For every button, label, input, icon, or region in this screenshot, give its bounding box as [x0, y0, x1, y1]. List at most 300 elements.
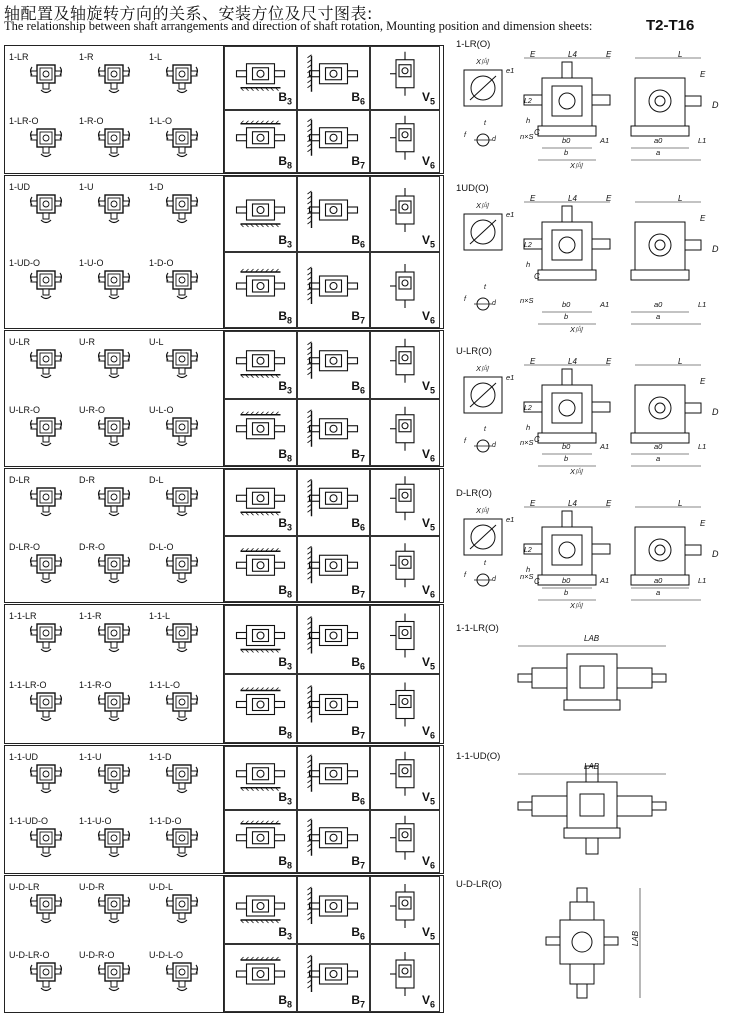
dimension-drawing [450, 40, 734, 176]
mounting-position-b3 [224, 746, 297, 810]
mounting-label [351, 447, 365, 463]
mounting-position-b3 [224, 331, 297, 399]
gearbox-rotation-icon [97, 617, 131, 660]
dimension-label: L [678, 357, 683, 366]
dimension-label: h [526, 423, 531, 432]
mounting-label [278, 925, 292, 941]
mounting-letter: B [278, 790, 287, 805]
dimension-sheet-1 [450, 36, 736, 176]
dimension-label: E [530, 194, 536, 203]
dimension-label: L2 [524, 547, 532, 554]
arrangement-label: 1-LR-O [9, 115, 39, 126]
dimension-sheet-3 [450, 343, 736, 482]
dimension-label: n×S [520, 572, 534, 581]
mounting-position-b8 [224, 110, 297, 174]
mounting-number: 8 [286, 730, 292, 740]
mounting-label [422, 583, 435, 599]
dimension-label: a [656, 588, 661, 597]
gearbox-rotation-icon [29, 481, 63, 524]
mounting-letter: B [278, 379, 287, 394]
mounting-letter: B [278, 153, 287, 168]
mounting-number: 3 [286, 931, 292, 941]
mounting-letter: B [278, 723, 287, 738]
dimension-label: f [464, 296, 466, 303]
mounting-letter: B [351, 723, 360, 738]
mounting-letter: V [421, 790, 430, 805]
mounting-position-v6 [370, 252, 440, 328]
gearbox-rotation-icon [29, 686, 63, 729]
mounting-letter: B [351, 516, 360, 531]
dimension-label: n×S [520, 296, 534, 305]
mounting-label [278, 233, 292, 249]
mounting-position-b3 [224, 876, 297, 944]
dimension-sheet-title: U-D-LR(O) [456, 879, 502, 890]
mounting-letter: B [278, 992, 287, 1007]
mounting-letter: B [278, 924, 287, 939]
dimension-label: a0 [654, 576, 663, 585]
mounting-number: 3 [286, 796, 292, 807]
mounting-position-v6 [370, 399, 440, 467]
mounting-number: 8 [286, 860, 292, 870]
mounting-number: 6 [429, 315, 435, 325]
arrangement-label: 1-R-O [79, 115, 104, 126]
arrangement-label: 1-L [149, 52, 163, 62]
dimension-label: D [712, 244, 719, 254]
shaft-arrangement-cell [5, 469, 224, 602]
dimension-label: t [484, 284, 486, 291]
mounting-number: 6 [359, 661, 365, 671]
dimension-label: E [700, 70, 706, 79]
mounting-position-v6 [370, 110, 440, 174]
x-direction-label: X向 [570, 325, 583, 334]
mounting-number: 7 [359, 453, 365, 463]
mounting-number: 3 [286, 522, 292, 533]
dimension-sheet-6 [450, 748, 736, 873]
arrangement-label: D-R [79, 475, 95, 485]
mounting-label [351, 379, 365, 395]
mounting-label [422, 724, 435, 740]
arrangement-label: U-D-L [149, 882, 173, 892]
mounting-position-v6 [370, 674, 440, 743]
gearbox-rotation-icon [97, 264, 131, 307]
lab-dimension-label: LAB [584, 634, 600, 643]
mounting-position-b8 [224, 536, 297, 603]
dimension-label: E [530, 499, 536, 508]
dimension-label: b0 [562, 442, 571, 451]
mounting-number: 6 [429, 589, 435, 599]
dimension-drawing [450, 880, 734, 1014]
series-code: T2-T16 [646, 17, 695, 34]
x-direction-label: X向 [476, 57, 489, 66]
dimension-label: b [564, 312, 569, 321]
gearbox-rotation-icon [97, 58, 131, 101]
mounting-label [422, 993, 435, 1009]
mounting-label [351, 993, 365, 1009]
arrangement-label: 1-1-U [79, 752, 102, 762]
mounting-position-b8 [224, 399, 297, 467]
dimension-label: f [464, 132, 466, 139]
mounting-number: 6 [359, 796, 365, 807]
mounting-number: 5 [429, 385, 435, 396]
dimension-label: h [526, 565, 531, 574]
mounting-position-v6 [370, 536, 440, 603]
dimension-label: a0 [654, 300, 663, 309]
gearbox-rotation-icon [97, 481, 131, 524]
arrangement-label: U-L [149, 337, 164, 347]
mounting-number: 6 [359, 522, 365, 533]
mounting-number: 5 [429, 796, 435, 807]
x-direction-label: X向 [570, 161, 583, 170]
dimension-label: d [492, 300, 496, 307]
dimension-label: C [534, 272, 540, 281]
gearbox-rotation-icon [165, 264, 199, 307]
mounting-position-b6 [297, 746, 370, 810]
mounting-letter: B [351, 790, 360, 805]
mounting-letter: V [421, 582, 430, 597]
arrangement-label: 1-UD-O [9, 258, 40, 268]
dimension-label: A1 [600, 442, 610, 451]
dimension-label: L1 [698, 136, 707, 145]
arrangement-label: 1-1-UD-O [9, 815, 49, 826]
mounting-position-v5 [370, 605, 440, 674]
dimension-label: e1 [506, 373, 515, 382]
mounting-label [422, 854, 435, 870]
mounting-letter: B [351, 153, 360, 168]
mounting-number: 8 [286, 160, 292, 170]
dimension-label: a0 [654, 442, 663, 451]
mounting-number: 5 [429, 239, 435, 249]
mounting-position-b8 [224, 810, 297, 874]
mounting-position-v5 [370, 746, 440, 810]
x-direction-label: X向 [570, 601, 583, 610]
shaft-arrangement-cell [5, 176, 224, 328]
arrangement-label: U-R [79, 337, 95, 347]
mounting-label [351, 309, 365, 325]
dimension-sheet-title: 1-1-LR(O) [456, 623, 499, 634]
mounting-label [278, 379, 292, 395]
mounting-position-b7 [297, 944, 370, 1012]
dimension-sheet-title: 1-LR(O) [456, 39, 491, 50]
dimension-label: n×S [520, 438, 534, 447]
mounting-letter: B [278, 516, 287, 531]
mounting-label [422, 233, 435, 249]
gearbox-rotation-icon [165, 758, 199, 801]
dimension-label: C [534, 128, 540, 137]
mounting-label [351, 233, 365, 249]
mounting-position-b7 [297, 399, 370, 467]
dimension-label: L4 [568, 194, 577, 203]
gearbox-rotation-icon [97, 956, 131, 999]
mounting-number: 5 [429, 522, 435, 533]
gearbox-rotation-icon [97, 888, 131, 931]
mounting-letter: V [421, 153, 430, 168]
page-title-cn: 轴配置及轴旋转方向的关系、安装方位及尺寸图表: [4, 4, 373, 23]
shaft-arrangement-cell [5, 605, 224, 743]
mounting-letter: V [421, 992, 430, 1007]
gearbox-rotation-icon [29, 264, 63, 307]
dimension-label: E [530, 357, 536, 366]
dimension-drawing [450, 489, 734, 616]
mounting-position-b8 [224, 944, 297, 1012]
dimension-sheet-title: U-LR(O) [456, 346, 492, 357]
mounting-label [278, 516, 292, 532]
arrangement-label: 1-1-U-O [79, 815, 112, 826]
dimension-sheet-2 [450, 180, 736, 340]
mounting-position-v6 [370, 810, 440, 874]
mounting-position-b7 [297, 810, 370, 874]
gearbox-rotation-icon [165, 686, 199, 729]
shaft-arrangement-cell [5, 746, 224, 873]
mounting-number: 6 [429, 860, 435, 870]
mounting-label [422, 790, 435, 806]
arrangement-label: 1-D [149, 182, 164, 192]
arrangement-label: U-D-R [79, 882, 105, 892]
mounting-position-b3 [224, 605, 297, 674]
arrangement-label: D-R-O [79, 541, 105, 552]
dimension-label: L4 [568, 357, 577, 366]
mounting-position-v5 [370, 176, 440, 252]
dimension-label: f [464, 438, 466, 445]
arrangement-label: D-LR-O [9, 541, 40, 552]
dimension-label: C [534, 577, 540, 586]
dimension-sheet-title: D-LR(O) [456, 488, 492, 499]
gearbox-rotation-icon [29, 888, 63, 931]
gearbox-rotation-icon [165, 343, 199, 386]
dimension-label: E [606, 499, 612, 508]
mounting-letter: B [351, 924, 360, 939]
mounting-label [422, 379, 435, 395]
gearbox-rotation-icon [165, 617, 199, 660]
arrangement-label: D-L [149, 475, 164, 485]
arrangement-label: 1-1-R [79, 611, 102, 621]
dimension-drawing [450, 347, 734, 482]
arrangement-label: 1-1-R-O [79, 680, 112, 690]
mounting-label [351, 516, 365, 532]
dimension-label: L4 [568, 499, 577, 508]
dimension-label: L [678, 499, 683, 508]
mounting-label [278, 90, 292, 106]
gearbox-rotation-icon [165, 58, 199, 101]
mounting-letter: V [421, 90, 430, 105]
mounting-position-b7 [297, 674, 370, 743]
dimension-label: t [484, 426, 486, 433]
dimension-label: b [564, 588, 569, 597]
dimension-sheet-7 [450, 876, 736, 1014]
mounting-position-b3 [224, 469, 297, 536]
arrangement-label: U-LR-O [9, 404, 40, 415]
lab-dimension-label: LAB [631, 930, 641, 947]
mounting-number: 7 [359, 589, 365, 599]
dimension-label: h [526, 260, 531, 269]
dimension-label: E [606, 194, 612, 203]
dimension-label: e1 [506, 66, 515, 75]
mounting-letter: B [351, 992, 360, 1007]
mounting-letter: V [421, 308, 430, 323]
arrangement-label: D-LR [9, 475, 31, 485]
dimension-label: A1 [600, 300, 610, 309]
page-title-en: The relationship between shaft arrangements and direction of shaft rotation, Mounting position and dimension sheets: [4, 19, 593, 33]
dimension-drawing [450, 184, 734, 340]
arrangement-label: 1-1-D [149, 752, 172, 762]
x-direction-label: X向 [476, 364, 489, 373]
mounting-letter: B [351, 379, 360, 394]
mounting-position-b6 [297, 331, 370, 399]
dimension-label: n×S [520, 132, 534, 141]
gearbox-rotation-icon [97, 188, 131, 231]
mounting-label [422, 447, 435, 463]
arrangement-label: U-D-L-O [149, 950, 183, 960]
mounting-label [278, 447, 292, 463]
mounting-label [351, 724, 365, 740]
dimension-label: L [678, 194, 683, 203]
dimension-label: D [712, 100, 719, 110]
mounting-label [278, 309, 292, 325]
mounting-label [351, 925, 365, 941]
dimension-label: E [700, 214, 706, 223]
mounting-position-b6 [297, 46, 370, 110]
mounting-label [278, 854, 292, 870]
gearbox-rotation-icon [165, 481, 199, 524]
dimension-label: b0 [562, 576, 571, 585]
mounting-position-v6 [370, 944, 440, 1012]
mounting-letter: B [278, 232, 287, 247]
gearbox-rotation-icon [29, 411, 63, 454]
gearbox-rotation-icon [29, 617, 63, 660]
arrangement-label: D-L-O [149, 541, 174, 552]
arrangement-group-6 [4, 745, 444, 874]
arrangement-label: U-D-LR-O [9, 950, 50, 960]
mounting-letter: B [351, 232, 360, 247]
mounting-letter: B [351, 308, 360, 323]
dimension-label: a [656, 454, 661, 463]
gearbox-rotation-icon [97, 758, 131, 801]
mounting-letter: B [351, 654, 360, 669]
mounting-label [422, 309, 435, 325]
mounting-position-b6 [297, 176, 370, 252]
dimension-label: b0 [562, 136, 571, 145]
mounting-number: 7 [359, 315, 365, 325]
mounting-letter: V [421, 924, 430, 939]
mounting-label [422, 925, 435, 941]
mounting-letter: B [278, 853, 287, 868]
gearbox-rotation-icon [97, 122, 131, 165]
gearbox-rotation-icon [97, 411, 131, 454]
arrangement-label: U-D-LR [9, 882, 40, 892]
mounting-number: 8 [286, 999, 292, 1009]
shaft-arrangement-cell [5, 331, 224, 466]
arrangement-group-1 [4, 45, 444, 174]
mounting-letter: V [421, 654, 430, 669]
mounting-letter: V [421, 516, 430, 531]
mounting-position-b6 [297, 469, 370, 536]
dimension-label: t [484, 560, 486, 567]
dimension-label: b0 [562, 300, 571, 309]
dimension-label: a [656, 148, 661, 157]
arrangement-label: 1-1-LR-O [9, 680, 47, 690]
mounting-label [422, 90, 435, 106]
shaft-arrangement-cell [5, 876, 224, 1012]
mounting-label [351, 655, 365, 671]
gearbox-rotation-icon [165, 122, 199, 165]
mounting-position-b8 [224, 674, 297, 743]
dimension-sheet-title: 1UD(O) [456, 183, 489, 194]
mounting-number: 8 [286, 589, 292, 599]
arrangement-label: 1-1-L-O [149, 680, 181, 690]
shaft-arrangement-cell [5, 46, 224, 173]
arrangement-label: 1-1-D-O [149, 815, 182, 826]
mounting-letter: V [421, 232, 430, 247]
mounting-number: 6 [359, 385, 365, 396]
gearbox-rotation-icon [165, 411, 199, 454]
arrangement-label: 1-L-O [149, 115, 173, 126]
arrangement-label: 1-D-O [149, 258, 174, 268]
mounting-label [278, 724, 292, 740]
mounting-position-b6 [297, 605, 370, 674]
mounting-letter: B [278, 654, 287, 669]
arrangement-label: 1-R [79, 52, 94, 62]
mounting-position-v5 [370, 331, 440, 399]
mounting-letter: B [278, 582, 287, 597]
mounting-letter: V [421, 723, 430, 738]
gearbox-rotation-icon [165, 548, 199, 591]
dimension-label: E [606, 50, 612, 59]
mounting-number: 6 [429, 160, 435, 170]
arrangement-group-3 [4, 330, 444, 467]
mounting-number: 5 [429, 96, 435, 107]
mounting-letter: B [351, 90, 360, 105]
dimension-label: b [564, 148, 569, 157]
mounting-position-b8 [224, 252, 297, 328]
mounting-label [351, 154, 365, 170]
dimension-label: L1 [698, 576, 707, 585]
dimension-label: D [712, 407, 719, 417]
dimension-label: d [492, 136, 496, 143]
arrangement-group-2 [4, 175, 444, 329]
mounting-number: 5 [429, 931, 435, 941]
mounting-position-v5 [370, 876, 440, 944]
x-direction-label: X向 [476, 506, 489, 515]
mounting-label [351, 854, 365, 870]
mounting-letter: B [351, 582, 360, 597]
arrangement-label: 1-UD [9, 182, 31, 192]
gearbox-rotation-icon [97, 343, 131, 386]
dimension-label: L [678, 50, 683, 59]
gearbox-rotation-icon [29, 822, 63, 865]
mounting-position-b7 [297, 110, 370, 174]
dimension-sheet-5 [450, 620, 736, 745]
arrangement-group-4 [4, 468, 444, 603]
mounting-letter: B [278, 308, 287, 323]
dimension-label: b [564, 454, 569, 463]
mounting-label [351, 90, 365, 106]
gearbox-rotation-icon [97, 822, 131, 865]
mounting-label [278, 655, 292, 671]
mounting-position-b7 [297, 252, 370, 328]
arrangement-label: 1-1-L [149, 611, 171, 621]
mounting-label [278, 993, 292, 1009]
mounting-letter: B [278, 446, 287, 461]
mounting-number: 6 [429, 730, 435, 740]
mounting-position-b3 [224, 46, 297, 110]
dimension-label: E [700, 377, 706, 386]
arrangement-label: 1-U [79, 182, 94, 192]
mounting-number: 7 [359, 860, 365, 870]
mounting-label [422, 516, 435, 532]
arrangement-label: 1-1-LR [9, 611, 37, 621]
arrangement-label: U-R-O [79, 404, 105, 415]
gearbox-rotation-icon [165, 956, 199, 999]
arrangement-label: 1-1-UD [9, 752, 39, 762]
